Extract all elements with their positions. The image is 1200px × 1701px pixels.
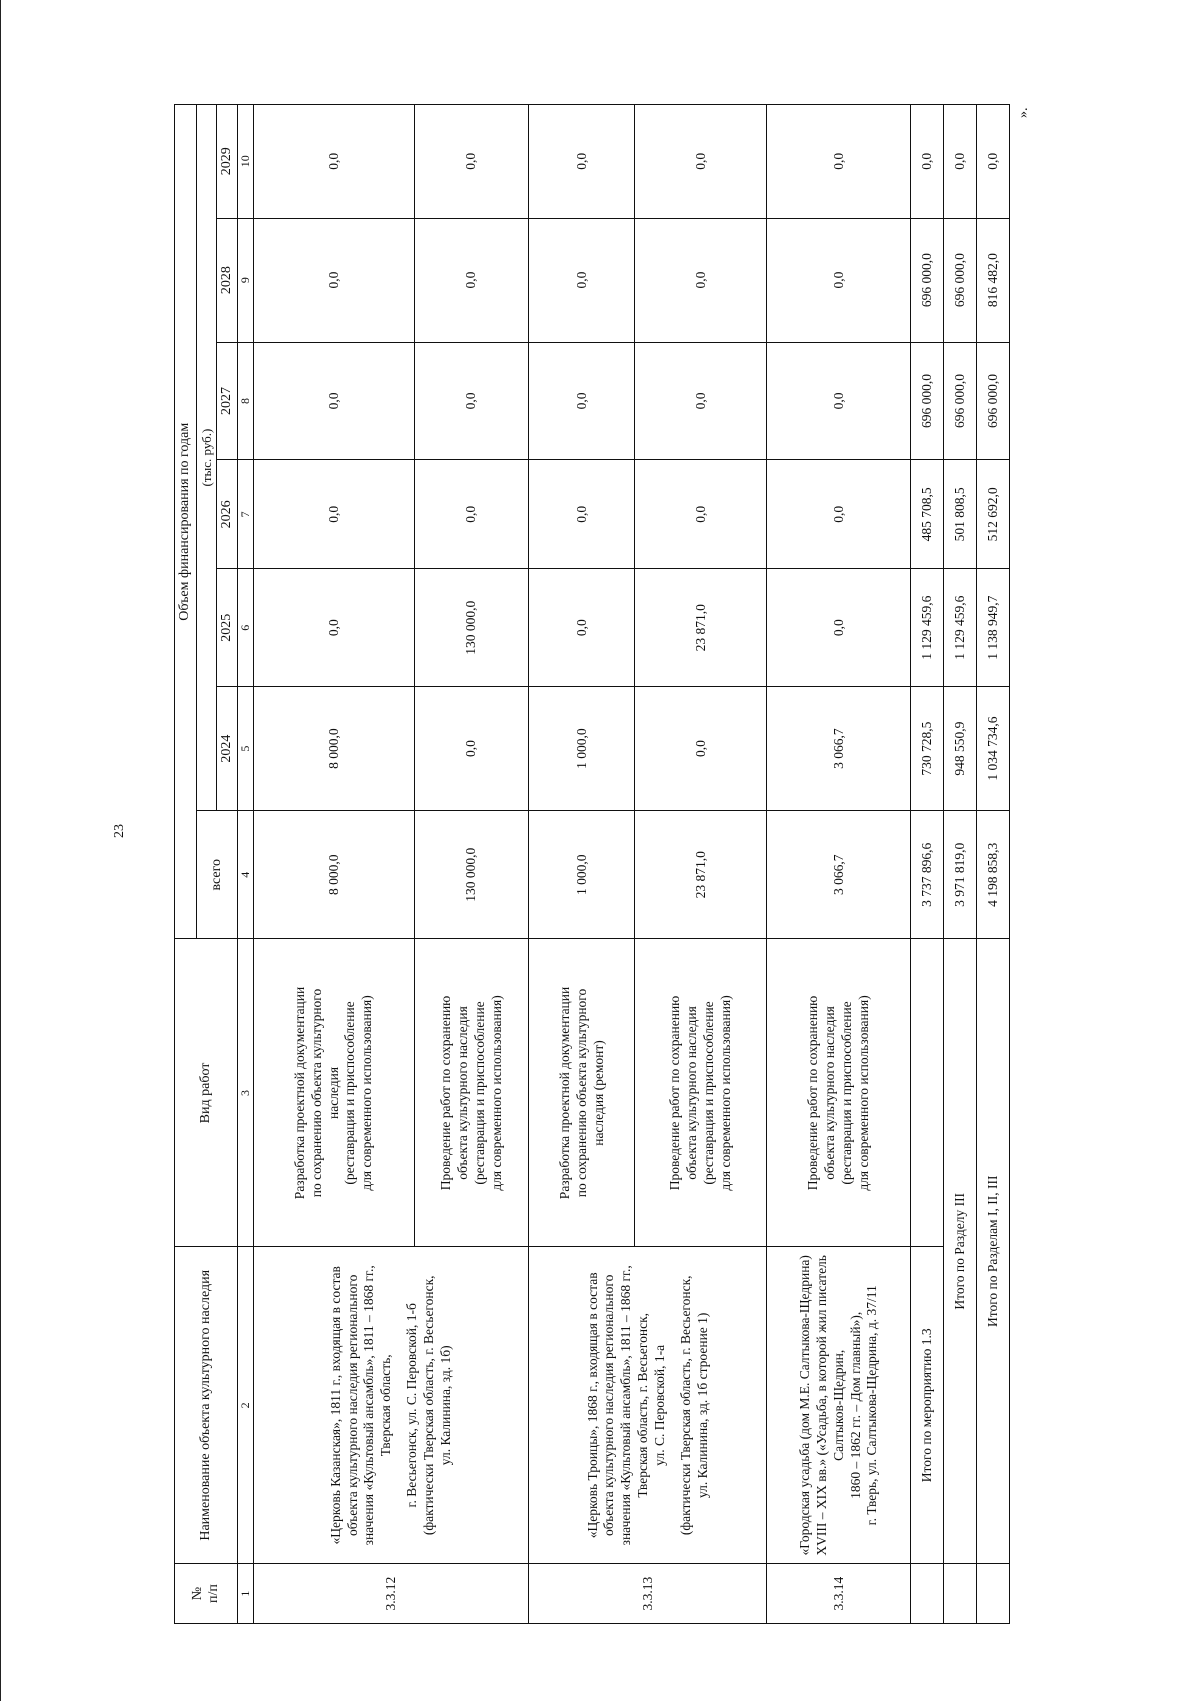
header-financing: Объем финансирования по годам (175, 105, 197, 939)
work-line: (реставрация и приспособление (342, 1001, 358, 1185)
object-name-line: «Церковь Казанская», 1811 г., входящая в состав (327, 1266, 343, 1545)
total-value: 0,0 (976, 105, 1009, 219)
object-name-line: 1860 – 1862 гг. – Дом главный»), (847, 1311, 863, 1499)
work-line: наследия (ремонт) (590, 1040, 606, 1146)
value-cell: 23 871,0 (635, 811, 767, 939)
object-name-line: ул. Калинина, зд. 1б строение 1) (695, 1312, 711, 1499)
total-value: 1 129 459,6 (910, 569, 943, 687)
work-line: объекта культурного наследия (822, 1006, 838, 1180)
financing-table (174, 104, 1010, 1624)
value-cell: 0,0 (529, 460, 635, 569)
table-row (767, 105, 910, 1624)
value-cell: 130 000,0 (414, 569, 529, 687)
header-unit: (тыс. руб.) (196, 105, 216, 811)
work-type-cell (529, 939, 635, 1247)
total-value: 816 482,0 (976, 218, 1009, 342)
header-object-name: Наименование объекта культурного наследия (175, 1247, 238, 1564)
value-cell: 0,0 (635, 218, 767, 342)
object-name-line: объекта культурного наследия регионального (344, 1274, 360, 1536)
total-label: Итого по Разделам I, II, III (976, 939, 1009, 1564)
value-cell: 0,0 (414, 460, 529, 569)
work-line: объекта культурного наследия (454, 1006, 470, 1180)
value-cell: 8 000,0 (253, 687, 414, 811)
work-line: Проведение работ по сохранению (438, 995, 453, 1191)
row-id: 3.3.14 (767, 1564, 910, 1624)
total-row-spacer (976, 1564, 1009, 1624)
total-row (910, 105, 943, 1624)
page-number: 23 (112, 824, 127, 838)
total-value: 1 034 734,6 (976, 687, 1009, 811)
total-row-spacer (943, 1564, 976, 1624)
object-name-cell (253, 1247, 529, 1564)
object-name-line: «Городская усадьба (дом М.Е. Салтыкова-Щедрина) (796, 1255, 812, 1556)
work-line: для современного использования) (488, 995, 504, 1191)
header-year: 2026 (216, 460, 238, 569)
value-cell: 0,0 (529, 569, 635, 687)
work-line: для современного использования) (855, 995, 871, 1191)
total-value: 485 708,5 (910, 460, 943, 569)
object-name-cell (767, 1247, 910, 1564)
total-value: 696 000,0 (943, 342, 976, 460)
object-name-line: Тверская область, г. Весьегонск, (635, 1312, 651, 1498)
table-row (529, 105, 635, 1624)
value-cell: 23 871,0 (635, 569, 767, 687)
total-row-spacer (910, 939, 943, 1247)
value-cell: 130 000,0 (414, 811, 529, 939)
row-id: 3.3.13 (529, 1564, 767, 1624)
total-value: 696 000,0 (910, 218, 943, 342)
value-cell: 0,0 (253, 569, 414, 687)
value-cell: 0,0 (635, 105, 767, 219)
header-year: 2024 (216, 687, 238, 811)
financing-table-wrapper (174, 104, 1010, 1624)
value-cell: 1 000,0 (529, 687, 635, 811)
total-value: 696 000,0 (943, 218, 976, 342)
value-cell: 0,0 (253, 218, 414, 342)
value-cell: 0,0 (529, 105, 635, 219)
object-name-line: Салтыков-Щедрин, (830, 1349, 846, 1461)
column-number: 1 (238, 1564, 253, 1624)
header-year: 2025 (216, 569, 238, 687)
value-cell: 0,0 (767, 569, 910, 687)
column-number: 6 (238, 569, 253, 687)
total-value: 696 000,0 (976, 342, 1009, 460)
value-cell: 0,0 (529, 342, 635, 460)
work-line: (реставрация и приспособление (701, 1001, 717, 1185)
header-number-label: № (189, 1586, 205, 1601)
value-cell: 8 000,0 (253, 811, 414, 939)
header-work-type: Вид работ (175, 939, 238, 1247)
value-cell: 1 000,0 (529, 811, 635, 939)
value-cell: 0,0 (253, 105, 414, 219)
value-cell: 0,0 (414, 218, 529, 342)
value-cell: 0,0 (253, 342, 414, 460)
row-id: 3.3.12 (253, 1564, 529, 1624)
header-total: всего (196, 811, 238, 939)
object-name-line: ул. С. Перовской, 1-а (652, 1344, 668, 1466)
value-cell: 0,0 (635, 460, 767, 569)
header-year: 2029 (216, 105, 238, 219)
work-line: Разработка проектной документации (556, 986, 572, 1200)
column-number: 3 (238, 939, 253, 1247)
object-name-line: XVIII – XIX вв.» («Усадьба, в которой жил писатель (813, 1255, 829, 1556)
column-number: 7 (238, 460, 253, 569)
total-row (976, 105, 1009, 1624)
object-name-cell (529, 1247, 767, 1564)
object-name-line: г. Весьегонск, ул. С. Перовской, 1-б (404, 1303, 420, 1508)
total-value: 696 000,0 (910, 342, 943, 460)
total-label: Итого по мероприятию 1.3 (910, 1247, 943, 1564)
object-name-line: значения «Культовый ансамбль», 1811 – 1868 гг., (618, 1265, 634, 1546)
value-cell: 0,0 (253, 460, 414, 569)
value-cell: 0,0 (767, 342, 910, 460)
object-name-line: г. Тверь, ул. Салтыкова-Щедрина, д. 37/11 (864, 1285, 880, 1526)
scan-edge-line (0, 0, 1, 1701)
work-type-cell (767, 939, 910, 1247)
total-value: 512 692,0 (976, 460, 1009, 569)
total-value: 730 728,5 (910, 687, 943, 811)
work-type-cell (253, 939, 414, 1247)
value-cell: 0,0 (767, 105, 910, 219)
column-number: 2 (238, 1247, 253, 1564)
object-name-line: значения «Культовый ансамбль», 1811 – 1868 гг., (361, 1265, 377, 1546)
total-value: 0,0 (943, 105, 976, 219)
object-name-line: ул. Калинина, зд. 1б) (438, 1345, 454, 1466)
work-line: Проведение работ по сохранению (805, 995, 821, 1191)
total-value: 0,0 (910, 105, 943, 219)
object-name-line: Тверская область, (378, 1354, 394, 1457)
value-cell: 3 066,7 (767, 687, 910, 811)
column-number: 8 (238, 342, 253, 460)
total-value: 948 550,9 (943, 687, 976, 811)
work-line: по сохранению объекта культурного (573, 988, 589, 1198)
work-line: Проведение работ по сохранению (667, 995, 683, 1191)
value-cell: 3 066,7 (767, 811, 910, 939)
column-number-row (238, 105, 253, 1624)
header-number-sublabel: п/п (206, 1584, 222, 1603)
column-number: 5 (238, 687, 253, 811)
total-value: 3 737 896,6 (910, 811, 943, 939)
work-line: (реставрация и приспособление (839, 1001, 855, 1185)
table-row (253, 105, 414, 1624)
work-type-cell (635, 939, 767, 1247)
work-line: (реставрация и приспособление (471, 1001, 487, 1185)
object-name-line: (фактически Тверская область, г. Весьегонск, (678, 1275, 694, 1536)
work-line: для современного использования) (359, 995, 375, 1191)
object-name-line: объекта культурного наследия регионального (601, 1274, 617, 1536)
work-line: для современного использования) (718, 995, 734, 1191)
column-number: 9 (238, 218, 253, 342)
work-line: по сохранению объекта культурного (308, 988, 324, 1198)
value-cell: 0,0 (414, 687, 529, 811)
header-year: 2028 (216, 218, 238, 342)
work-line: Разработка проектной документации (291, 986, 307, 1200)
total-value: 1 129 459,6 (943, 569, 976, 687)
header-year: 2027 (216, 342, 238, 460)
total-row-spacer (910, 1564, 943, 1624)
object-name-line: (фактически Тверская область, г. Весьегонск, (421, 1275, 437, 1536)
total-row (943, 105, 976, 1624)
value-cell: 0,0 (635, 687, 767, 811)
header-number-cell (175, 1564, 238, 1624)
column-number: 10 (238, 105, 253, 219)
value-cell: 0,0 (767, 460, 910, 569)
value-cell: 0,0 (414, 342, 529, 460)
work-line: объекта культурного наследия (684, 1006, 700, 1180)
work-type-cell (414, 939, 529, 1247)
value-cell: 0,0 (767, 218, 910, 342)
work-line: наследия (325, 1066, 341, 1120)
total-label: Итого по Разделу III (943, 939, 976, 1564)
total-value: 4 198 858,3 (976, 811, 1009, 939)
object-name-line: «Церковь Троицы», 1868 г., входящая в состав (584, 1272, 600, 1539)
column-number: 4 (238, 811, 253, 939)
total-value: 1 138 949,7 (976, 569, 1009, 687)
total-value: 3 971 819,0 (943, 811, 976, 939)
value-cell: 0,0 (529, 218, 635, 342)
closing-quote-mark: ». (1016, 107, 1031, 118)
value-cell: 0,0 (414, 105, 529, 219)
value-cell: 0,0 (635, 342, 767, 460)
total-value: 501 808,5 (943, 460, 976, 569)
